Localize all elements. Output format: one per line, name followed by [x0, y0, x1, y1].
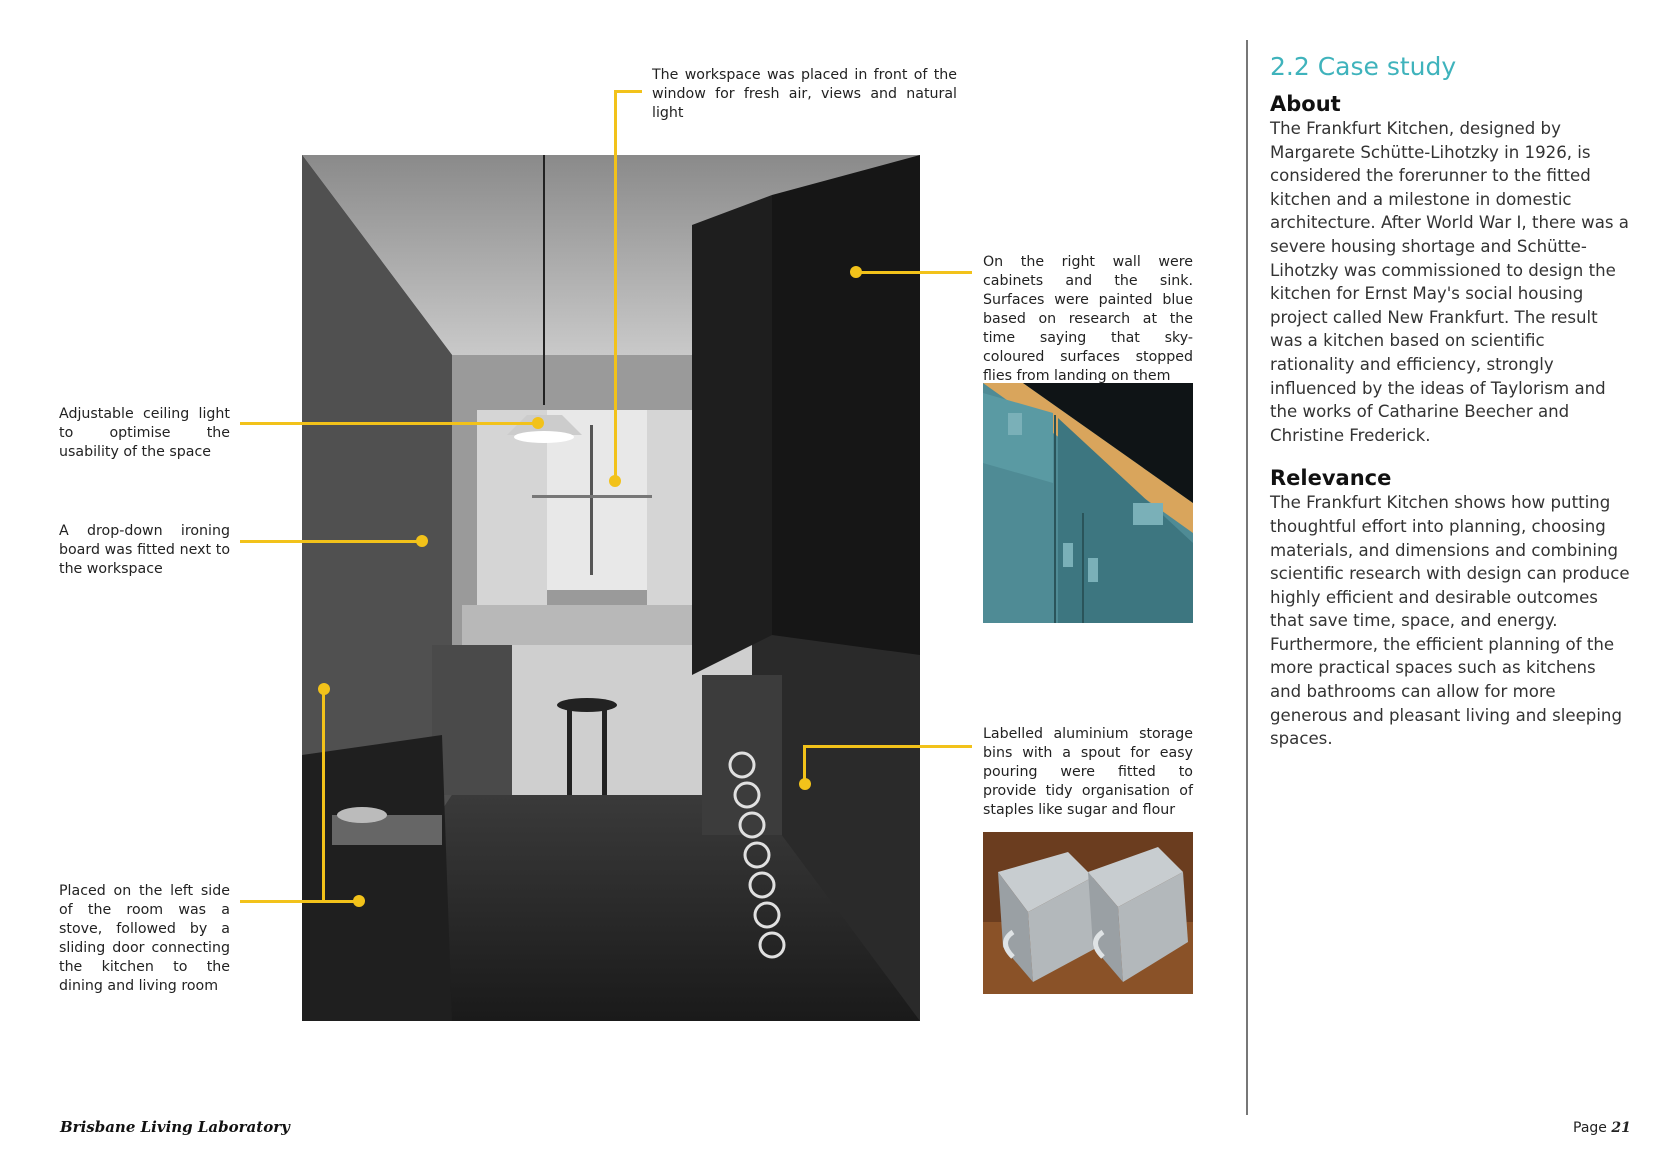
annotation-ceiling-light: Adjustable ceiling light to optimise the usability of the space — [59, 406, 230, 460]
about-heading: About — [1270, 92, 1341, 116]
kitchen-photo — [302, 155, 920, 1021]
blue-cabinets-photo — [983, 383, 1193, 623]
callout-ironing-board-dot — [416, 535, 428, 547]
section-title: 2.2 Case study — [1270, 52, 1457, 81]
relevance-text: The Frankfurt Kitchen shows how putting thoughtful effort into planning, choosing materials, and dimensions and combining scientific research with design can produce highly efficient and desirable outcomes that save time, space, and energy. Furthermore, the efficient planning of the more practical spaces such as kitchens and bathrooms can allow for more generous and pleasant living and sleeping spaces. — [1270, 493, 1630, 749]
callout-stove-line-v — [322, 689, 325, 902]
about-text: The Frankfurt Kitchen, designed by Margarete Schütte-Lihotzky in 1926, is considered the forerunner to the fitted kitchen and a milestone in domestic architecture. After World War I, there was a severe housing shortage and Schütte-Lihotzky was commissioned to design the kitchen for Ernst May's social housing project called New Frankfurt. The result was a kitchen based on scientific rationality and efficiency, strongly influenced by the ideas of Taylorism and the works of Catharine Beecher and Christine Frederick. — [1270, 119, 1629, 445]
footer-brand: Brisbane Living Laboratory — [60, 1118, 290, 1136]
column-divider — [1246, 40, 1248, 1115]
case-study-section — [1270, 52, 1630, 761]
footer-page — [1573, 1120, 1631, 1136]
callout-window-dot — [609, 475, 621, 487]
annotation-ironing-board: A drop-down ironing board was fitted next to the workspace — [59, 523, 230, 577]
annotation-window: The workspace was placed in front of the window for fresh air, views and natural light — [652, 67, 957, 121]
callout-cabinets-dot — [850, 266, 862, 278]
callout-stove-line-h — [240, 900, 360, 903]
annotation-cabinets: On the right wall were cabinets and the sink. Surfaces were painted blue based on research at the time saying that sky-coloured surfaces stopped flies from landing on them — [983, 254, 1193, 384]
callout-window-line-v — [614, 90, 617, 482]
blue-cabinets-illustration — [983, 383, 1193, 623]
page-number: 21 — [1611, 1120, 1631, 1136]
callout-bins-line-h — [804, 745, 972, 748]
callout-ceiling-light-line — [240, 422, 538, 425]
callout-ceiling-light-dot — [532, 417, 544, 429]
callout-cabinets-line — [856, 271, 972, 274]
kitchen-photo-illustration — [302, 155, 920, 1021]
relevance-heading: Relevance — [1270, 466, 1392, 491]
callout-window-line-h — [615, 90, 642, 93]
callout-bins-dot — [799, 778, 811, 790]
callout-stove-dot — [353, 895, 365, 907]
callout-ironing-board-line — [240, 540, 422, 543]
annotation-stove: Placed on the left side of the room was a stove, followed by a sliding door connecting the kitchen to the dining and living room — [59, 883, 230, 994]
annotation-bins: Labelled aluminium storage bins with a spout for easy pouring were fitted to provide tidy organisation of staples like sugar and flour — [983, 726, 1193, 818]
storage-bins-illustration — [983, 832, 1193, 994]
storage-bins-photo — [983, 832, 1193, 994]
page-label: Page — [1573, 1120, 1607, 1136]
